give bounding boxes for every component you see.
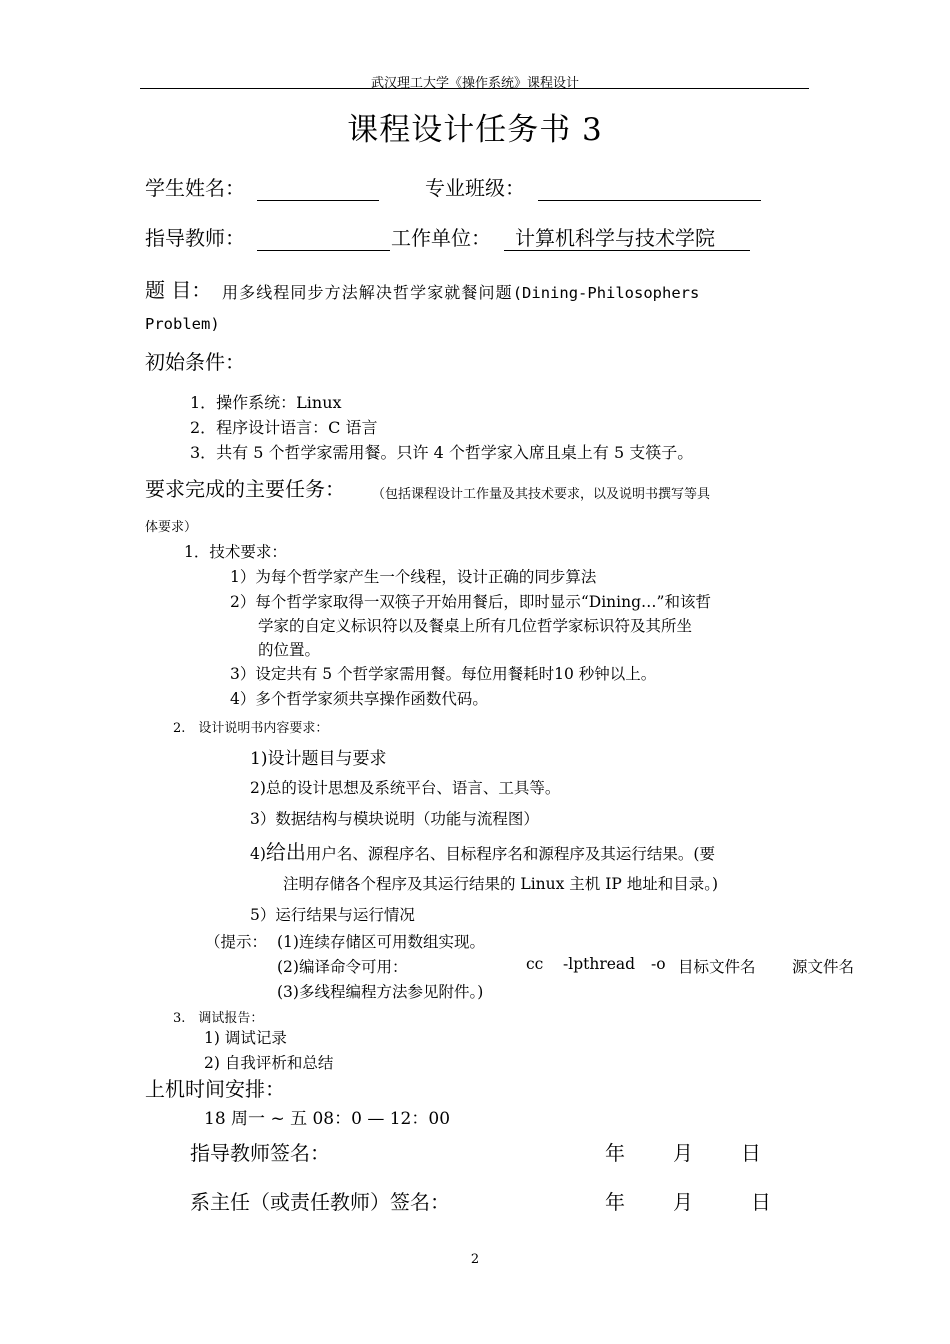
doc-requirement-item <box>250 836 715 865</box>
director-signature-label: 系主任（或责任教师）签名： <box>190 1190 450 1214</box>
debug-report-heading: 3. 调试报告： <box>173 1011 264 1026</box>
director-signature-day: 日 <box>751 1190 771 1214</box>
tasks-note: （包括课程设计工作量及其技术要求，以及说明书撰写等具 <box>372 487 711 502</box>
doc-requirement-item-continued: 注明存储各个程序及其运行结果的 Linux 主机 IP 地址和目录。) <box>283 875 719 893</box>
page-number: 2 <box>470 1252 480 1267</box>
page-header: 武汉理工大学《操作系统》课程设计 <box>370 76 579 91</box>
topic-text <box>222 280 699 303</box>
topic-label: 题 目： <box>145 278 212 302</box>
major-class-line <box>538 200 761 201</box>
tech-requirement-item: 2）每个哲学家取得一双筷子开始用餐后，即时显示“Dining…”和该哲 <box>230 593 711 611</box>
initial-conditions-heading: 初始条件： <box>145 350 245 374</box>
tech-requirement-item: 4）多个哲学家须共享操作函数代码。 <box>230 690 488 708</box>
topic-text-en-2: Problem) <box>145 315 220 333</box>
major-class-label: 专业班级： <box>425 176 525 200</box>
unit-value: 计算机科学与技术学院 <box>515 226 715 250</box>
advisor-label: 指导教师： <box>145 226 245 250</box>
initial-condition-item: 1．操作系统：Linux <box>190 393 342 412</box>
topic-text-en-1: (Dining-Philosophers <box>512 284 700 302</box>
tech-requirement-item-continued: 学家的自定义标识符以及餐桌上所有几位哲学家标识符及其所坐 <box>258 617 693 635</box>
hint-item: (1)连续存储区可用数组实现。 <box>277 933 485 951</box>
director-signature-month: 月 <box>673 1190 693 1214</box>
tech-requirements-heading: 1．技术要求： <box>184 543 287 561</box>
student-name-label: 学生姓名： <box>145 176 245 200</box>
doc-requirement-item: 2)总的设计思想及系统平台、语言、工具等。 <box>250 779 561 797</box>
initial-condition-item: 3．共有 5 个哲学家需用餐。只许 4 个哲学家入席且桌上有 5 支筷子。 <box>190 443 694 462</box>
doc-requirement-item: 1)设计题目与要求 <box>250 749 387 769</box>
unit-line <box>504 250 750 251</box>
tasks-note-continued: 体要求） <box>145 520 198 535</box>
advisor-signature-day: 日 <box>741 1141 761 1165</box>
doc-item-number: 4) <box>250 845 266 863</box>
compile-command-lpthread: -lpthread <box>563 955 636 973</box>
initial-condition-item: 2．程序设计语言：C 语言 <box>190 418 378 437</box>
debug-report-item: 1) 调试记录 <box>204 1029 287 1047</box>
debug-report-item: 2) 自我评析和总结 <box>204 1054 334 1072</box>
unit-label: 工作单位： <box>391 226 491 250</box>
doc-item-text: 用户名、源程序名、目标程序名和源程序及其运行结果。(要 <box>305 845 715 863</box>
doc-item-emphasis: 给出 <box>265 840 306 864</box>
doc-requirement-item: 3）数据结构与模块说明（功能与流程图） <box>250 810 539 828</box>
hints-label: （提示： <box>205 933 268 951</box>
advisor-signature-label: 指导教师签名： <box>190 1141 330 1165</box>
tech-requirement-item: 3）设定共有 5 个哲学家需用餐。每位用餐耗时10 秒钟以上。 <box>230 665 657 683</box>
compile-command-cc: cc <box>526 955 544 973</box>
tech-requirement-item: 1）为每个哲学家产生一个线程，设计正确的同步算法 <box>230 568 597 586</box>
topic-text-cn: 用多线程同步方法解决哲学家就餐问题 <box>222 283 513 302</box>
header-rule <box>140 88 809 89</box>
advisor-signature-month: 月 <box>673 1141 693 1165</box>
tasks-heading: 要求完成的主要任务： <box>145 477 345 501</box>
doc-requirements-heading: 2. 设计说明书内容要求： <box>173 721 329 736</box>
compile-command-o: -o <box>651 955 666 973</box>
hint-item: (3)多线程编程方法参见附件。) <box>277 983 484 1001</box>
director-signature-year: 年 <box>605 1190 625 1214</box>
compile-command-target: 目标文件名 <box>678 958 756 976</box>
student-name-line <box>257 200 379 201</box>
compile-command-source: 源文件名 <box>792 958 855 976</box>
document-title: 课程设计任务书 3 <box>347 112 603 148</box>
schedule-heading: 上机时间安排： <box>145 1077 285 1101</box>
schedule-text: 18 周一 ~ 五 08：0 — 12：00 <box>204 1109 451 1129</box>
hint-item: (2)编译命令可用： <box>277 958 408 976</box>
advisor-line <box>257 250 390 251</box>
tech-requirement-item-continued: 的位置。 <box>258 641 321 659</box>
doc-requirement-item: 5）运行结果与运行情况 <box>250 906 415 924</box>
advisor-signature-year: 年 <box>605 1141 625 1165</box>
